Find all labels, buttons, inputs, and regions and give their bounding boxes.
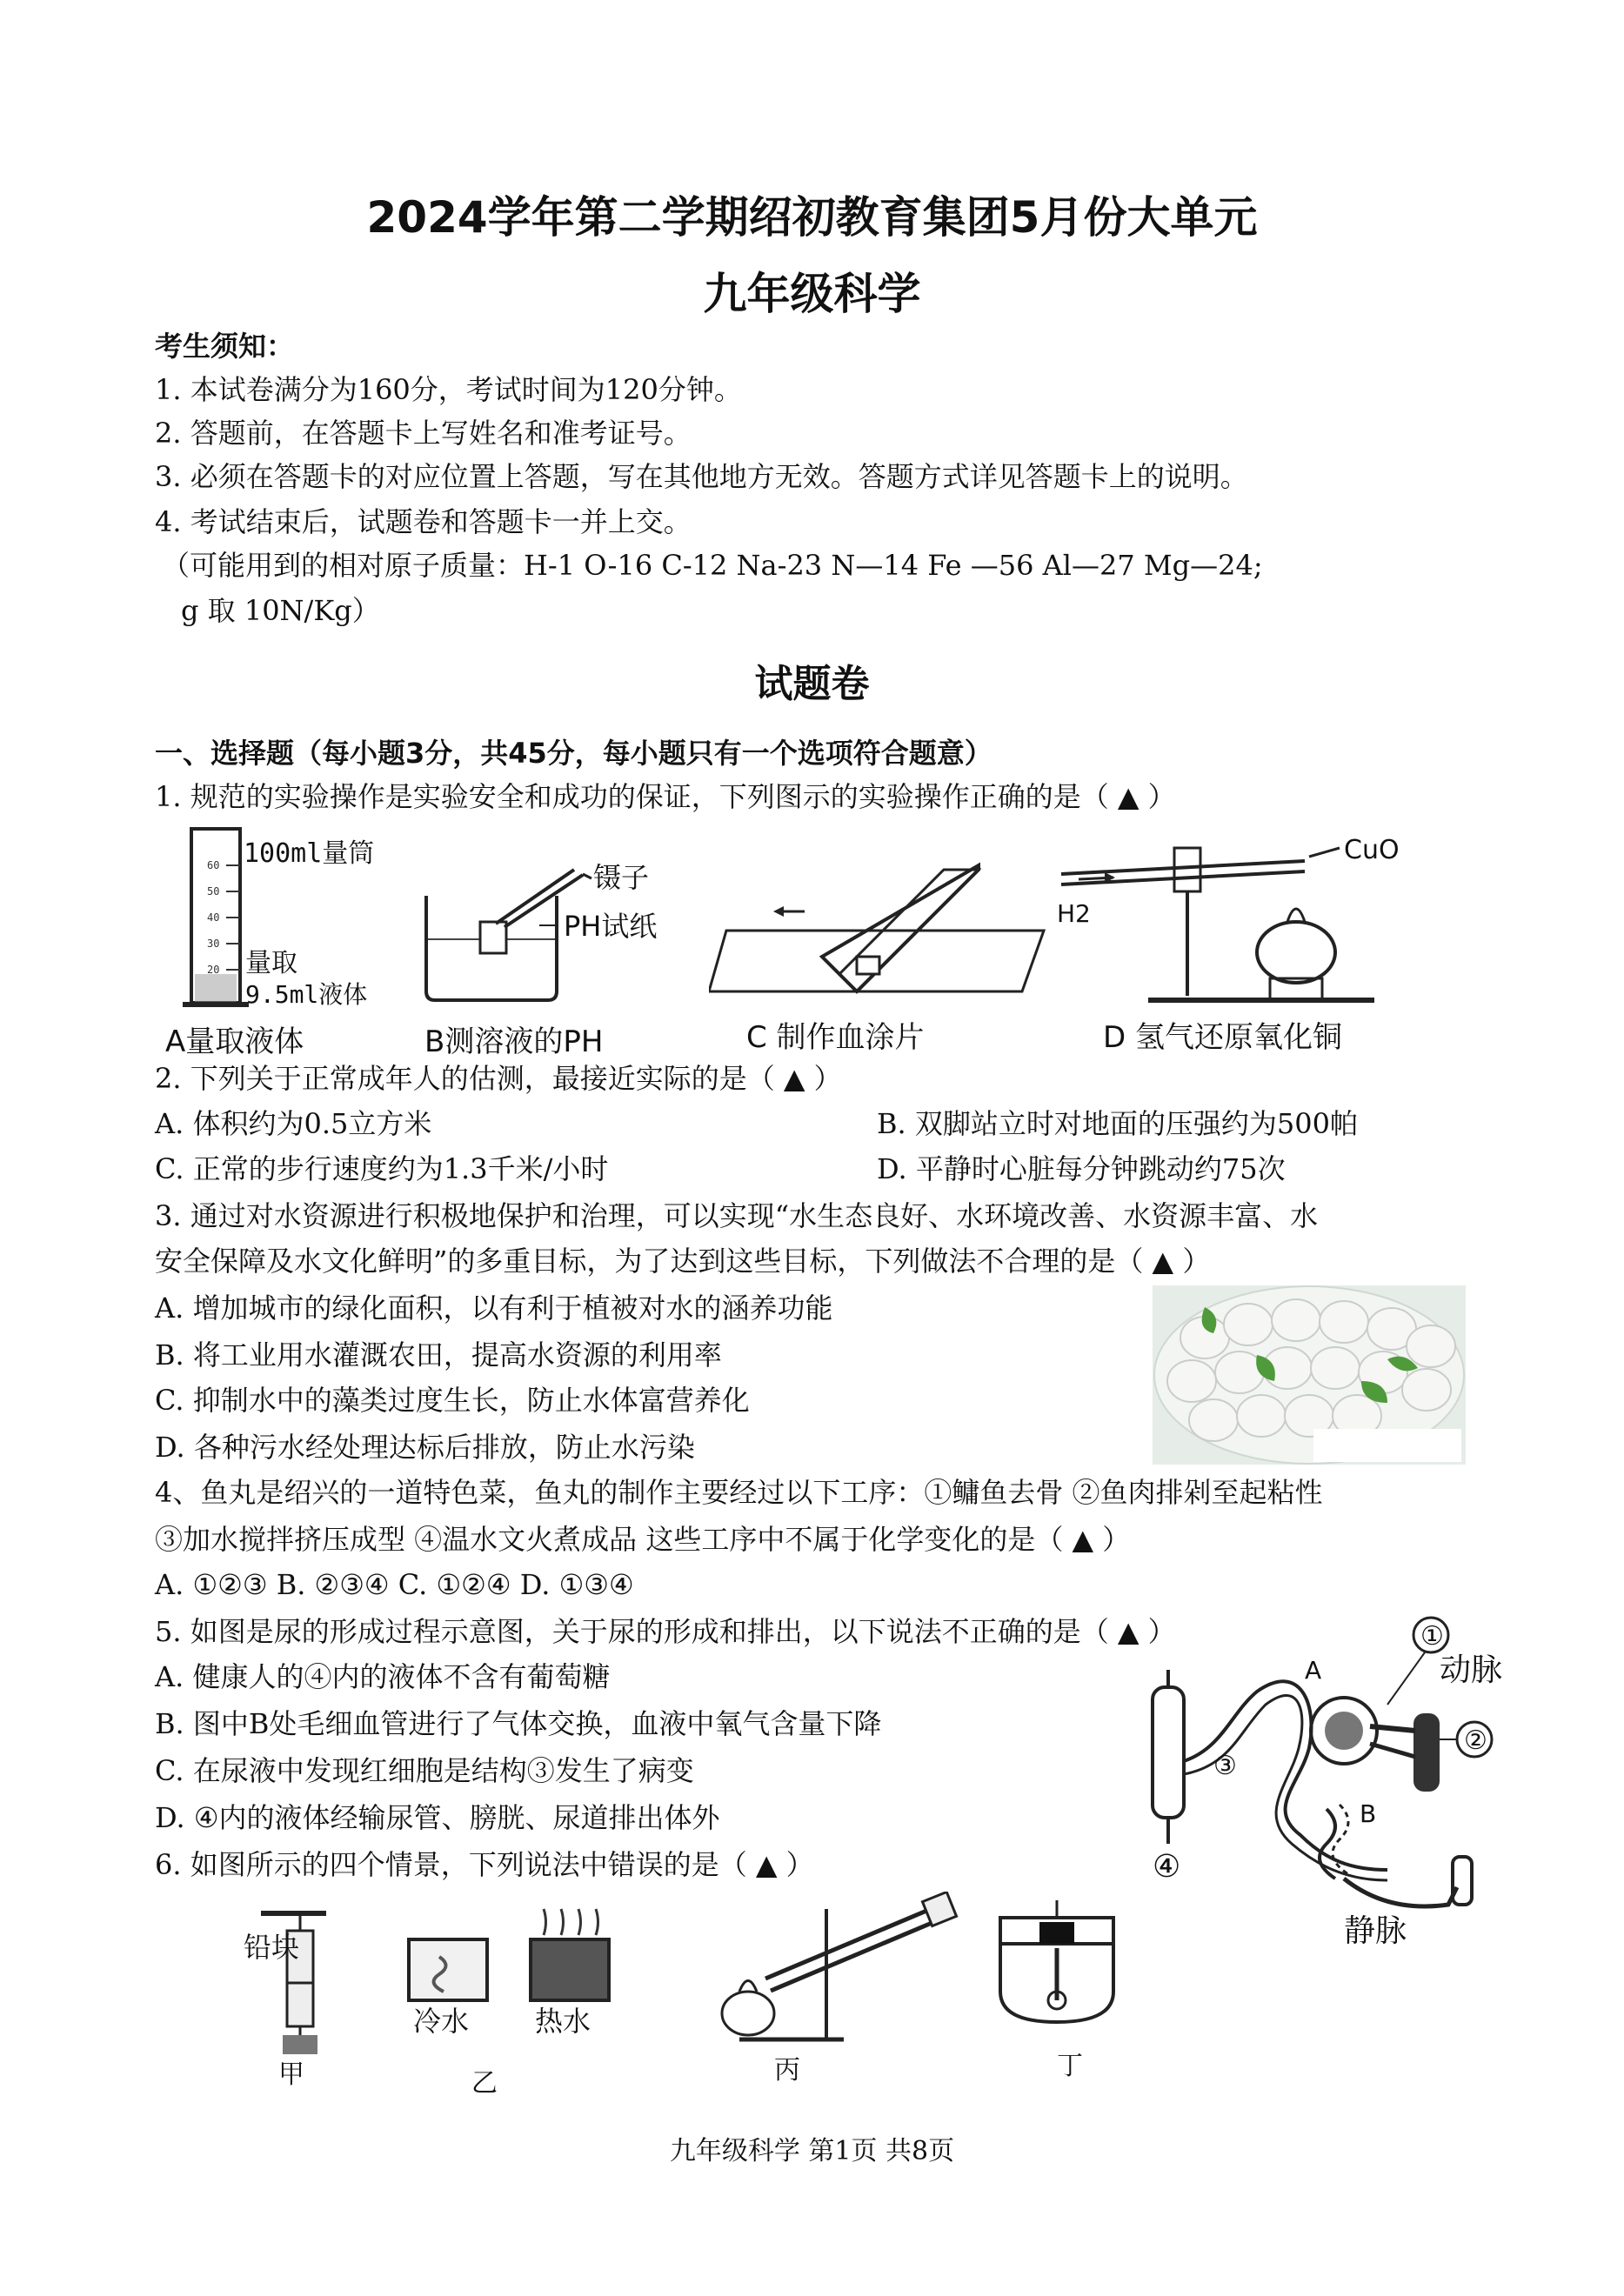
question-stem: 4、鱼丸是绍兴的一道特色菜，鱼丸的制作主要经过以下工序：①鳙鱼去骨 ②鱼肉排剁至起粘性 <box>155 1476 1323 1509</box>
option-c: C. 在尿液中发现红细胞是结构③发生了病变 <box>155 1754 694 1787</box>
notice-item: 4. 考试结束后，试题卷和答题卡一并上交。 <box>155 505 692 538</box>
scale-label: 30 <box>207 938 220 950</box>
page-footer: 九年级科学 第1页 共8页 <box>669 2136 955 2166</box>
figure-caption-jia: 甲 <box>278 2059 304 2090</box>
atomic-mass-line: （可能用到的相对原子质量：H-1 O-16 C-12 Na-23 N—14 Fe —56 Al—27 Mg—24; <box>162 549 1263 582</box>
option-a: A. 体积约为0.5立方米 <box>155 1107 432 1140</box>
option-b: B. 双脚站立时对地面的压强约为500帕 <box>877 1107 1358 1140</box>
q6-figure-jia <box>244 1905 339 2057</box>
question-stem: ③加水搅拌挤压成型 ④温水文火煮成品 这些工序中不属于化学变化的是（ ▲ ） <box>155 1523 1131 1556</box>
q6-figure-yi <box>400 1905 618 2035</box>
q1-figure-a <box>174 822 409 1018</box>
cuo-label: CuO <box>1344 835 1400 865</box>
option-d: D. ④内的液体经输尿管、膀胱、尿道排出体外 <box>155 1801 720 1834</box>
q1-figure-c <box>709 861 1057 1004</box>
measure-label: 量取 <box>245 948 297 978</box>
h2-label: H2 <box>1057 899 1091 928</box>
question-stem: 1. 规范的实验操作是实验安全和成功的保证，下列图示的实验操作正确的是（ ▲ ） <box>155 780 1176 813</box>
fish-ball-photo <box>1153 1285 1466 1465</box>
option-b: B. 将工业用水灌溉农田，提高水资源的利用率 <box>155 1338 722 1372</box>
q6-figure-bing <box>713 1892 966 2048</box>
notice-item: 3. 必须在答题卡的对应位置上答题，写在其他地方无效。答题方式详见答题卡上的说明。 <box>155 460 1248 493</box>
question-stem: 6. 如图所示的四个情景，下列说法中错误的是（ ▲ ） <box>155 1848 814 1881</box>
q1-figure-b <box>418 852 696 1009</box>
paper-title: 试题卷 <box>754 662 870 706</box>
cylinder-label: 100ml量筒 <box>244 838 375 869</box>
option-c: C. 正常的步行速度约为1.3千米/小时 <box>155 1152 609 1185</box>
label-a: A <box>1305 1656 1322 1685</box>
option-b: B. 图中B处毛细血管进行了气体交换，血液中氧气含量下降 <box>155 1707 882 1740</box>
nephron-figure <box>1126 1609 1535 1948</box>
figure-caption-bing: 丙 <box>774 2055 800 2086</box>
notice-item: 2. 答题前，在答题卡上写姓名和准考证号。 <box>155 417 692 450</box>
figure-caption-d: D 氢气还原氧化铜 <box>1103 1020 1342 1055</box>
option-a: A. 健康人的④内的液体不含有葡萄糖 <box>155 1660 611 1693</box>
figure-caption-yi: 乙 <box>471 2068 498 2099</box>
artery-label: 动脉 <box>1440 1652 1503 1688</box>
figure-caption-a: A量取液体 <box>165 1025 304 1059</box>
tweezers-label: 镊子 <box>593 861 650 894</box>
exam-subject: 九年级科学 <box>703 269 921 319</box>
label-3: ③ <box>1213 1751 1237 1781</box>
label-b: B <box>1360 1799 1377 1828</box>
figure-caption-ding: 丁 <box>1057 2051 1083 2081</box>
notice-item: 1. 本试卷满分为160分，考试时间为120分钟。 <box>155 373 742 406</box>
scale-label: 20 <box>207 964 220 976</box>
option-a: A. 增加城市的绿化面积，以有利于植被对水的涵养功能 <box>155 1292 833 1325</box>
label-4: ④ <box>1153 1849 1181 1885</box>
label-1: ① <box>1420 1621 1444 1652</box>
question-stem: 3. 通过对水资源进行积极地保护和治理，可以实现“水生态良好、水环境改善、水资源丰富、水 <box>155 1199 1319 1232</box>
option-d: D. 平静时心脏每分钟跳动约75次 <box>877 1152 1286 1185</box>
gravity-constant-line: g 取 10N/Kg） <box>181 594 380 627</box>
scale-label: 60 <box>207 859 220 871</box>
cold-water-label: 冷水 <box>413 2005 470 2035</box>
figure-caption-c: C 制作血涂片 <box>746 1020 925 1055</box>
option-row: A. ①②③ B. ②③④ C. ①②④ D. ①③④ <box>155 1568 634 1601</box>
scale-label: 50 <box>207 885 220 898</box>
figure-caption-b: B测溶液的PH <box>424 1025 604 1059</box>
ph-paper-label: PH试纸 <box>564 910 658 943</box>
vein-label: 静脉 <box>1344 1913 1407 1948</box>
q6-figure-ding <box>992 1896 1122 2026</box>
label-2: ② <box>1464 1725 1487 1756</box>
volume-label: 9.5ml液体 <box>245 980 368 1009</box>
question-stem: 安全保障及水文化鲜明”的多重目标，为了达到这些目标，下列做法不合理的是（ ▲ ） <box>155 1245 1211 1278</box>
question-stem: 5. 如图是尿的形成过程示意图，关于尿的形成和排出，以下说法不正确的是（ ▲ ） <box>155 1615 1176 1648</box>
option-d: D. 各种污水经处理达标后排放，防止水污染 <box>155 1431 695 1464</box>
hot-water-label: 热水 <box>535 2005 591 2035</box>
scale-label: 40 <box>207 911 220 924</box>
lead-block-label: 铅块 <box>244 1931 300 1964</box>
notice-heading: 考生须知： <box>155 330 295 363</box>
question-stem: 2. 下列关于正常成年人的估测，最接近实际的是（ ▲ ） <box>155 1062 842 1095</box>
section-heading: 一、选择题（每小题3分，共45分，每小题只有一个选项符合题意） <box>155 737 992 770</box>
option-c: C. 抑制水中的藻类过度生长，防止水体富营养化 <box>155 1384 750 1417</box>
q1-figure-d <box>1053 822 1427 1013</box>
exam-title: 2024学年第二学期绍初教育集团5月份大单元 <box>366 192 1258 243</box>
